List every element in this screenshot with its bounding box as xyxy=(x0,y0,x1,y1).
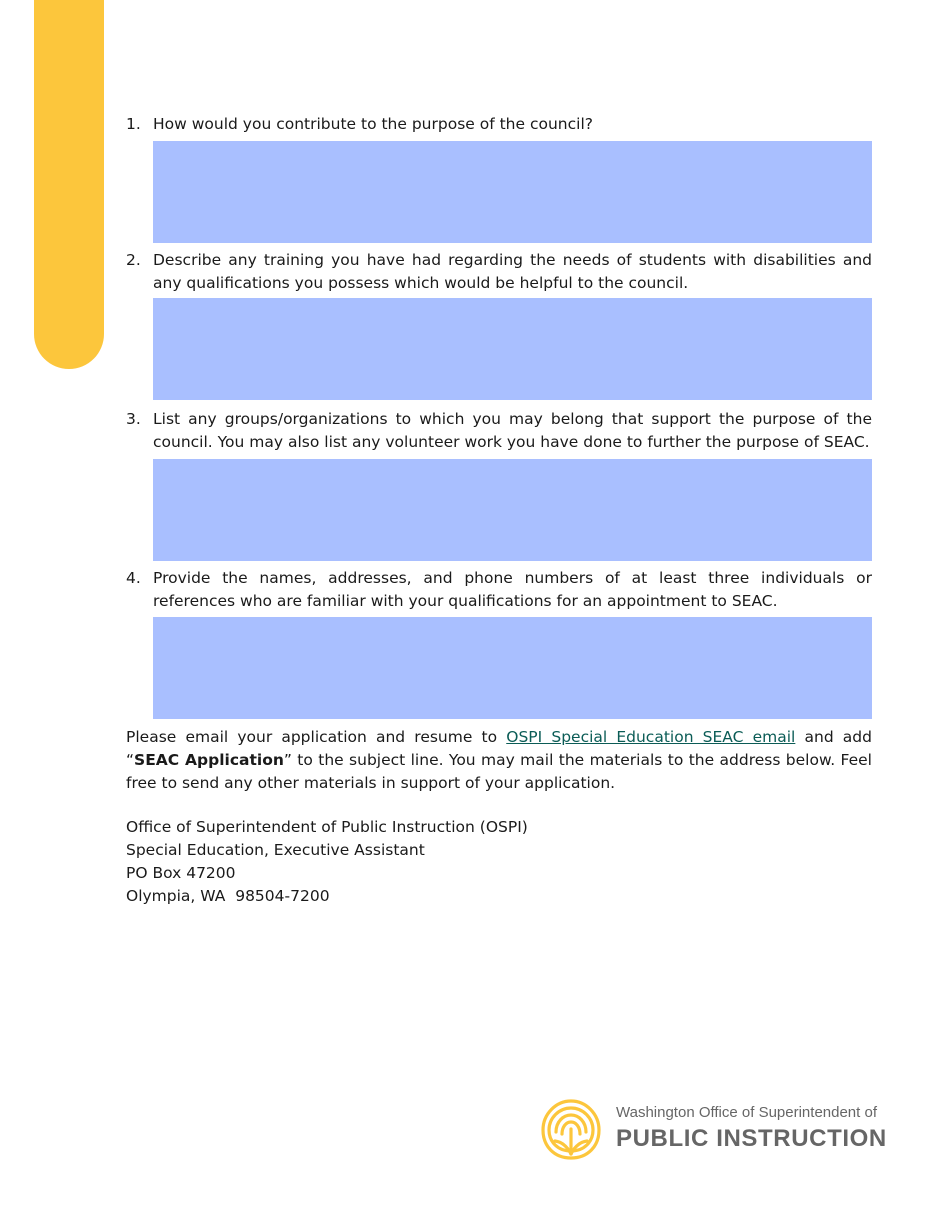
question-number: 2. xyxy=(126,251,141,269)
address-line: Special Education, Executive Assistant xyxy=(126,841,425,859)
answer-field-4[interactable] xyxy=(153,617,872,719)
question-number: 3. xyxy=(126,410,141,428)
instructions-text: Please email your application and resume to xyxy=(126,728,507,746)
question-number: 4. xyxy=(126,569,141,587)
answer-field-2[interactable] xyxy=(153,298,872,400)
question-text: Provide the names, addresses, and phone numbers of at least three individuals or references who are familiar with your qualifications for an appointment to SEAC. xyxy=(153,569,872,610)
address-line: Olympia, WA 98504-7200 xyxy=(126,887,330,905)
ospi-logo-icon xyxy=(540,1098,602,1160)
ospi-logo xyxy=(540,1098,900,1162)
question-3 xyxy=(126,408,872,454)
instructions-text: ” to the subject line. You may mail the materials to the address below. Feel free to send any other materials in support of your application. xyxy=(126,751,872,792)
decorative-accent-bar xyxy=(34,0,104,369)
question-number: 1. xyxy=(126,115,141,133)
question-text: How would you contribute to the purpose of the council? xyxy=(153,115,593,133)
mailing-address xyxy=(126,816,528,908)
submission-instructions xyxy=(126,726,872,795)
question-4 xyxy=(126,567,872,613)
question-2 xyxy=(126,249,872,295)
question-1 xyxy=(126,113,872,136)
instructions-text: and add “ xyxy=(126,728,872,769)
question-text: List any groups/organizations to which you may belong that support the purpose of the council. You may also list any volunteer work you have done to further the purpose of SEAC. xyxy=(153,410,872,451)
subject-line-text: SEAC Application xyxy=(134,751,284,769)
address-line: PO Box 47200 xyxy=(126,864,236,882)
question-text: Describe any training you have had regarding the needs of students with disabilities and any qualifications you possess which would be helpful to the council. xyxy=(153,251,872,292)
logo-wordmark: PUBLIC INSTRUCTION xyxy=(616,1125,887,1152)
seac-email-link[interactable]: OSPI Special Education SEAC email xyxy=(506,728,796,746)
answer-field-1[interactable] xyxy=(153,141,872,243)
logo-tagline: Washington Office of Superintendent of xyxy=(616,1104,877,1121)
address-line: Office of Superintendent of Public Instruction (OSPI) xyxy=(126,818,528,836)
answer-field-3[interactable] xyxy=(153,459,872,561)
